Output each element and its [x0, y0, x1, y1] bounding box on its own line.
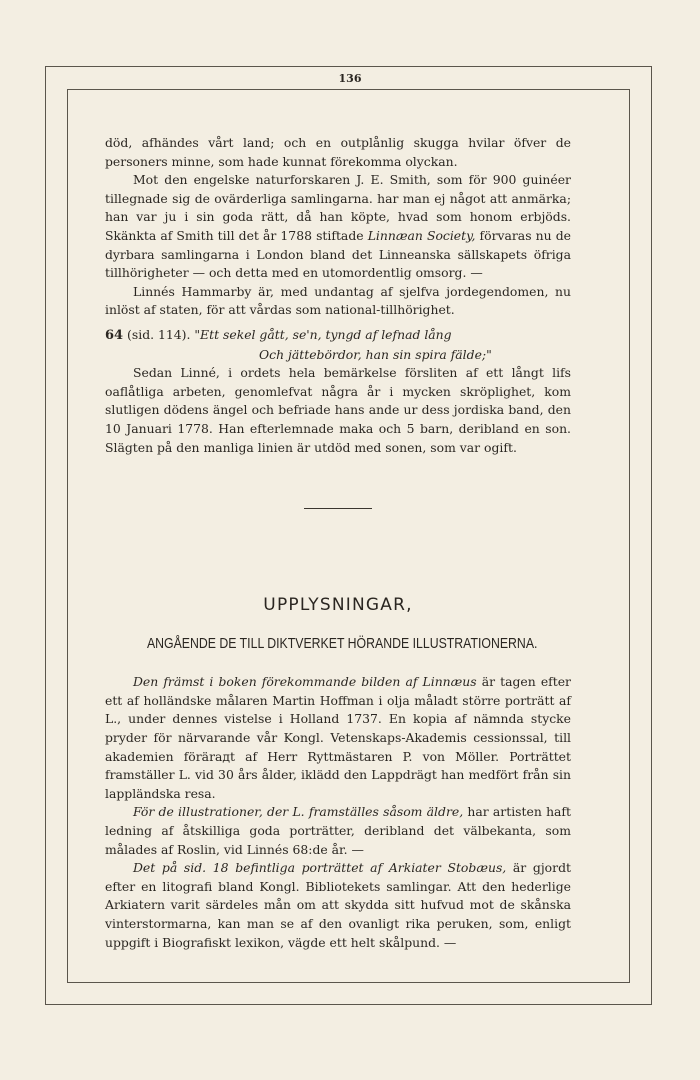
- note-verse-line-2: Och jättebördor, han sin spira fälde;": [259, 346, 492, 362]
- illustrations-notes: [105, 673, 571, 952]
- note-text: Sedan Linné, i ordets hela bemärkelse försliten af ett långt lifs oaflåtliga arbeten, genomlefvat några år i mycken skröplighet, kom slutligen dödens ängel och befriade hans ande ur dess jordiska band, den 10 Januari 1778. Han efterlemnade maka och 5 barn, deribland en son. Slägten på den manliga linien är utdöd med sonen, som var ogift.: [105, 365, 571, 455]
- illustration-note-1: Den främst i boken förekommande bilden af Linnæus är tagen efter ett af holländske målaren Martin Hoffman i olja måladt större porträtt af L., under dennes vistelse i Holland 1737. En kopia af nämnda stycke pryder för närvarande vår Kongl. Vetenskaps-Akademis cessionssal, till akademien förärадt af Herr Ryttmästaren P. von Möller. Porträttet framställer L. vid 30 års ålder, iklädd den Lappdrägt han medfört från sin lappländska resa.: [105, 674, 571, 801]
- paragraph-1: död, afhändes vårt land; och en outplånlig skugga hvilar öfver de personers minne, som hade kunnat förekomma olyckan.: [105, 135, 571, 169]
- paragraph-3: Linnés Hammarby är, med undantag af sjelfva jordegendomen, nu inlöst af staten, för att vårdas som national-tillhörighet.: [105, 283, 571, 318]
- page-number: 136: [338, 72, 362, 85]
- illustration-note-2: För de illustrationer, der L. framställes såsom äldre, har artisten haft ledning af åtskilliga goda porträtter, deribland det välbekanta, som målades af Roslin, vid Linnés 68:de år. —: [105, 804, 571, 857]
- section-divider: [304, 508, 372, 509]
- note-64: 64 (sid. 114). "Ett sekel gått, se'n, tyngd af lefnad lång: [105, 326, 452, 343]
- paragraph-2: Mot den engelske naturforskaren J. E. Smith, som för 900 guinéer tillegnade sig de ovärderliga samlingarna. har man ej något att anmärka; han var ju i sin goda rätt, då han köpte, hvad som honom erbjöds. Skänkta af Smith till det år 1788 stiftade Linnæan Society, förvaras nu de dyrbara samlingarna i London bland det Linneanska sällskapets öfriga tillhörigheter — och detta med en utomordentlig omsorg. —: [105, 172, 571, 281]
- section-subtitle: ANGÅENDE DE TILL DIKTVERKET HÖRANDE ILLUSTRATIONERNA.: [146, 634, 538, 652]
- illustration-note-3: Det på sid. 18 befintliga porträttet af Arkiater Stobæus, är gjordt efter en litografi bland Kongl. Bibliotekets samlingar. Att den hederlige Arkiatern varit särdeles mån om att skydda sitt hufvud mot de skånska vinterstormarna, kan man se af den ovanligt rika peruken, som, enligt uppgift i Biografiskt lexikon, vägde ett helt skålpund. —: [105, 860, 571, 950]
- page-content: [105, 134, 571, 952]
- section-title: UPPLYSNINGAR,: [263, 595, 413, 616]
